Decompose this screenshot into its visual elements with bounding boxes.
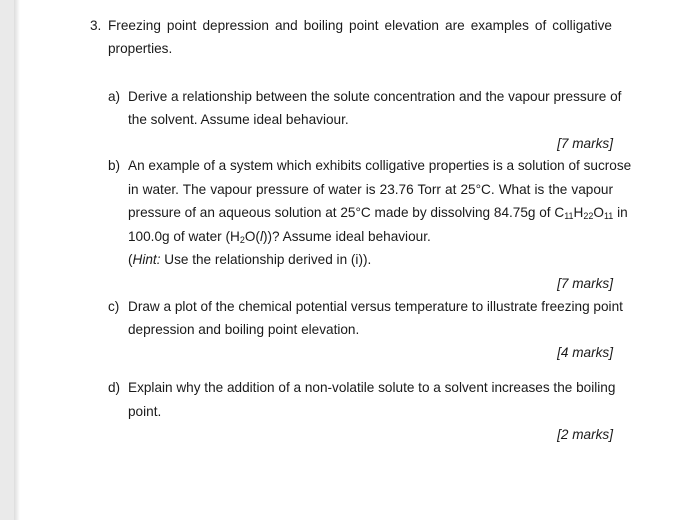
part-b-line-3: pressure of an aqueous solution at 25°C made by dissolving 84.75g of $C_{11}H_{22}O_{11}$ in xyxy=(128,205,628,221)
question-intro-line-2: properties. xyxy=(108,41,173,56)
document-page xyxy=(14,0,700,520)
part-d-line-1: Explain why the addition of a non-volatile solute to a solvent increases the boiling xyxy=(128,380,616,395)
part-c-label: c) xyxy=(108,299,120,314)
part-b-marks: [7 marks] xyxy=(557,276,613,291)
part-b-line-2: in water. The vapour pressure of water is 23.76 Torr at 25°C. What is the vapour xyxy=(128,182,613,197)
subscript: 22 xyxy=(583,211,594,221)
part-c-line-2: depression and boiling point elevation. xyxy=(128,322,360,337)
subscript: 11 xyxy=(564,211,574,221)
part-a-line-2: the solvent. Assume ideal behaviour. xyxy=(128,112,349,127)
part-d-marks: [2 marks] xyxy=(557,427,613,442)
part-d-label: d) xyxy=(108,380,121,395)
part-a-line-1: Derive a relationship between the solute concentration and the vapour pressure of xyxy=(128,89,622,104)
part-b-hint: (Hint: Use the relationship derived in (i)). xyxy=(128,252,372,267)
part-c-line-1: Draw a plot of the chemical potential versus temperature to illustrate freezing point xyxy=(128,299,623,314)
part-c-marks: [4 marks] xyxy=(557,345,613,360)
part-b-line-1: An example of a system which exhibits colligative properties is a solution of sucrose xyxy=(128,158,632,173)
part-d-line-2: point. xyxy=(128,404,162,419)
part-a-label: a) xyxy=(108,89,121,104)
part-b-label: b) xyxy=(108,158,121,173)
part-b-line-4: 100.0g of water $(H_2O(l))$? Assume ideal behaviour. xyxy=(128,229,431,245)
question-intro-line-1: Freezing point depression and boiling point elevation are examples of colligative xyxy=(108,18,612,33)
question-number: 3. xyxy=(90,18,102,33)
part-a-marks: [7 marks] xyxy=(557,136,613,151)
subscript: 2 xyxy=(239,235,245,245)
subscript: 11 xyxy=(603,211,614,221)
